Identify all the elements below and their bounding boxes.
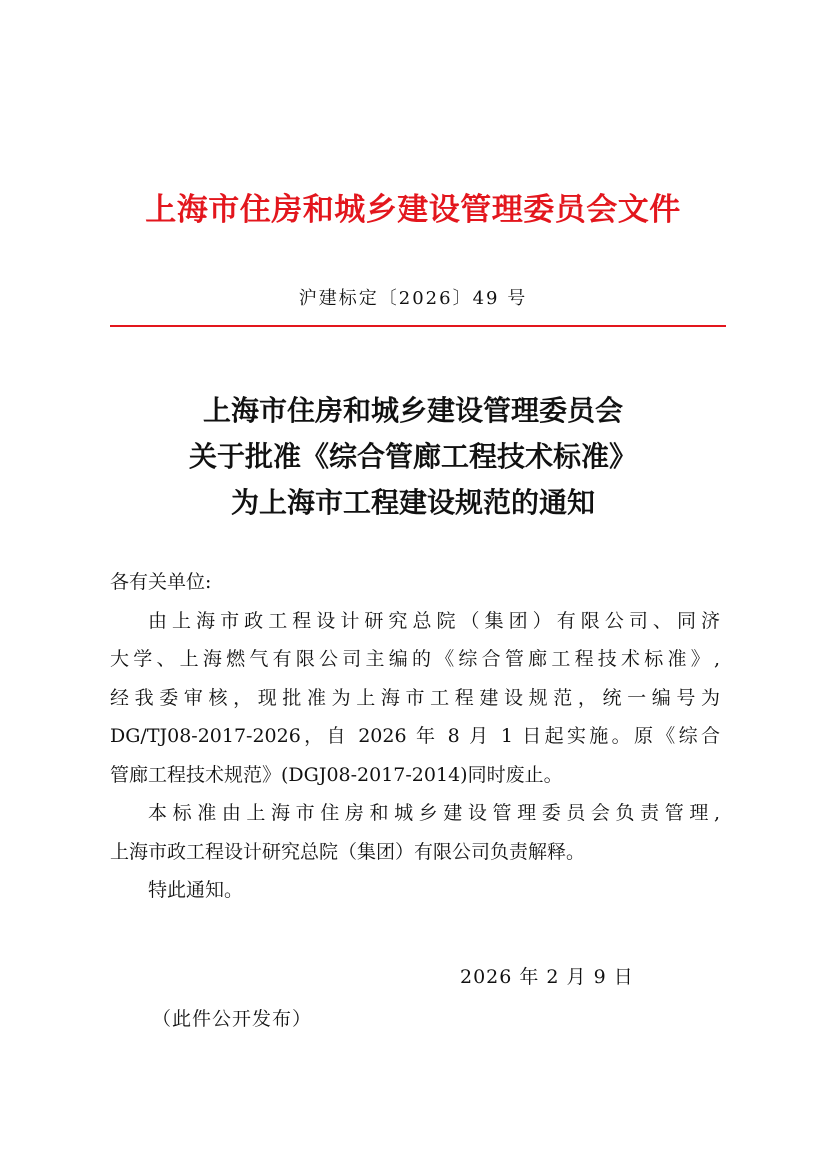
paragraph-1-line-4: DG/TJ08-2017-2026，自 2026 年 8 月 1 日起实施。原《综合: [110, 725, 720, 747]
publication-note: （此件公开发布）: [152, 1008, 313, 1030]
title-line-1: 上海市住房和城乡建设管理委员会: [202, 394, 623, 427]
issue-date: 2026 年 2 月 9 日: [460, 966, 634, 988]
notice-title: [0, 388, 826, 526]
paragraph-2-line-2: 上海市政工程设计研究总院（集团）有限公司负责解释。: [110, 840, 586, 863]
paragraph-1-line-2: 大学、上海燃气有限公司主编的《综合管廊工程技术标准》,: [110, 648, 720, 670]
paragraph-1-line-3: 经我委审核，现批准为上海市工程建设规范，统一编号为: [110, 686, 720, 709]
notice-body: [110, 563, 720, 910]
paragraph-1-line-1: 由上海市政工程设计研究总院（集团）有限公司、同济: [148, 609, 720, 632]
paragraph-1-line-5: 管廊工程技术规范》(DGJ08-2017-2014)同时废止。: [110, 763, 563, 786]
paragraph-2-line-1: 本标准由上海市住房和城乡建设管理委员会负责管理,: [148, 802, 720, 824]
salutation: 各有关单位:: [110, 571, 212, 593]
red-separator-line: [110, 325, 726, 327]
title-line-3: 为上海市工程建设规范的通知: [230, 486, 595, 519]
title-line-2: 关于批准《综合管廊工程技术标准》: [188, 440, 637, 473]
closing-paragraph: 特此通知。: [148, 879, 244, 901]
issuer-header-title: 上海市住房和城乡建设管理委员会文件: [145, 192, 681, 228]
document-number: 沪建标定〔2026〕49 号: [298, 288, 528, 309]
